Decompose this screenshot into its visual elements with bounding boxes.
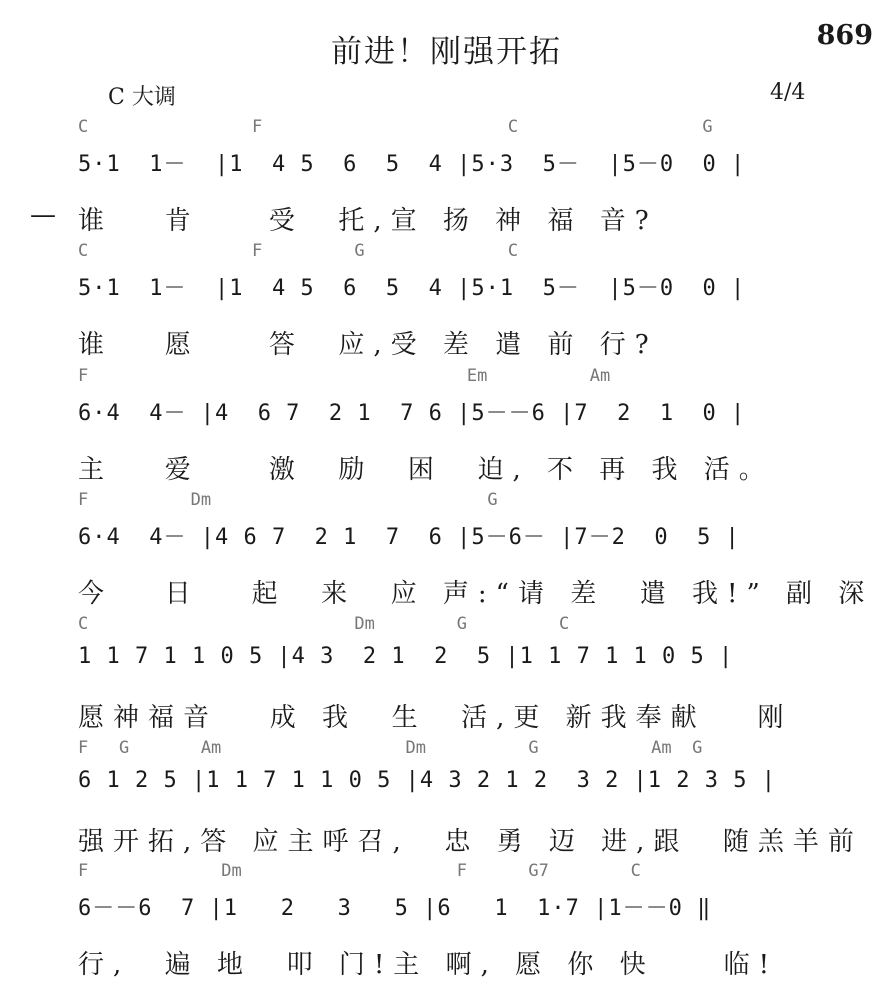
lyrics-row: 主 爱 激 励 困 迫, 不 再 我 活。	[78, 455, 774, 485]
notation-row: 6－－6 7 |1 2 3 5 |6 1 1·7 |1－－0 ‖	[78, 896, 712, 921]
notation-row: 6·4 4－ |4 6 7 2 1 7 6 |5－6－ |7－2 0 5 |	[78, 525, 740, 550]
notation-row: 5·1 1－ |1 4 5 6 5 4 |5·1 5－ |5－0 0 |	[78, 276, 746, 301]
score-system-7	[0, 861, 893, 994]
notation-row: 1 1 7 1 1 0 5 |4 3 2 1 2 5 |1 1 7 1 1 0 5 |	[78, 644, 734, 669]
chord-row: F Em Am	[78, 366, 611, 386]
chord-row: F G Am Dm G Am G	[78, 738, 703, 758]
chord-row: C F G C	[78, 241, 519, 261]
hymn-number: 869	[816, 20, 873, 51]
notation-row: 5·1 1－ |1 4 5 6 5 4 |5·3 5－ |5－0 0 |	[78, 152, 746, 177]
score-system-3	[0, 366, 893, 499]
chord-row: F Dm F G7 C	[78, 861, 641, 881]
score-system-1	[0, 117, 893, 250]
key-signature: C 大调	[108, 85, 176, 110]
score-system-6	[0, 738, 893, 871]
lyrics-row: 今 日 起 来 应 声:“请 差 遣 我!” 副 深	[78, 579, 874, 609]
score-system-4	[0, 490, 893, 623]
lyrics-row: 谁 愿 答 应,受 差 遣 前 行?	[78, 330, 658, 360]
score-system-2	[0, 241, 893, 374]
score-system-5	[0, 614, 893, 747]
chord-row: C F C G	[78, 117, 713, 137]
lyrics-row: 行, 遍 地 叩 门!主 啊, 愿 你 快 临!	[78, 950, 779, 980]
lyrics-row: 强开拓,答 应主呼召, 忠 勇 迈 进,跟 随羔羊前	[78, 827, 863, 857]
notation-row: 6 1 2 5 |1 1 7 1 1 0 5 |4 3 2 1 2 3 2 |1 2 3 5 |	[78, 768, 777, 793]
chord-row: F Dm G	[78, 490, 498, 510]
lyrics-row: 谁 肯 受 托,宣 扬 神 福 音?	[78, 206, 658, 236]
notation-row: 6·4 4－ |4 6 7 2 1 7 6 |5－－6 |7 2 1 0 |	[78, 401, 746, 426]
time-signature: 4/4	[770, 80, 806, 105]
chord-row: C Dm G C	[78, 614, 570, 634]
hymn-title: 前进！刚强开拓	[331, 34, 562, 70]
lead-dash: —	[30, 200, 56, 230]
lyrics-row: 愿神福音 成 我 生 活,更 新我奉献 刚	[78, 703, 793, 733]
